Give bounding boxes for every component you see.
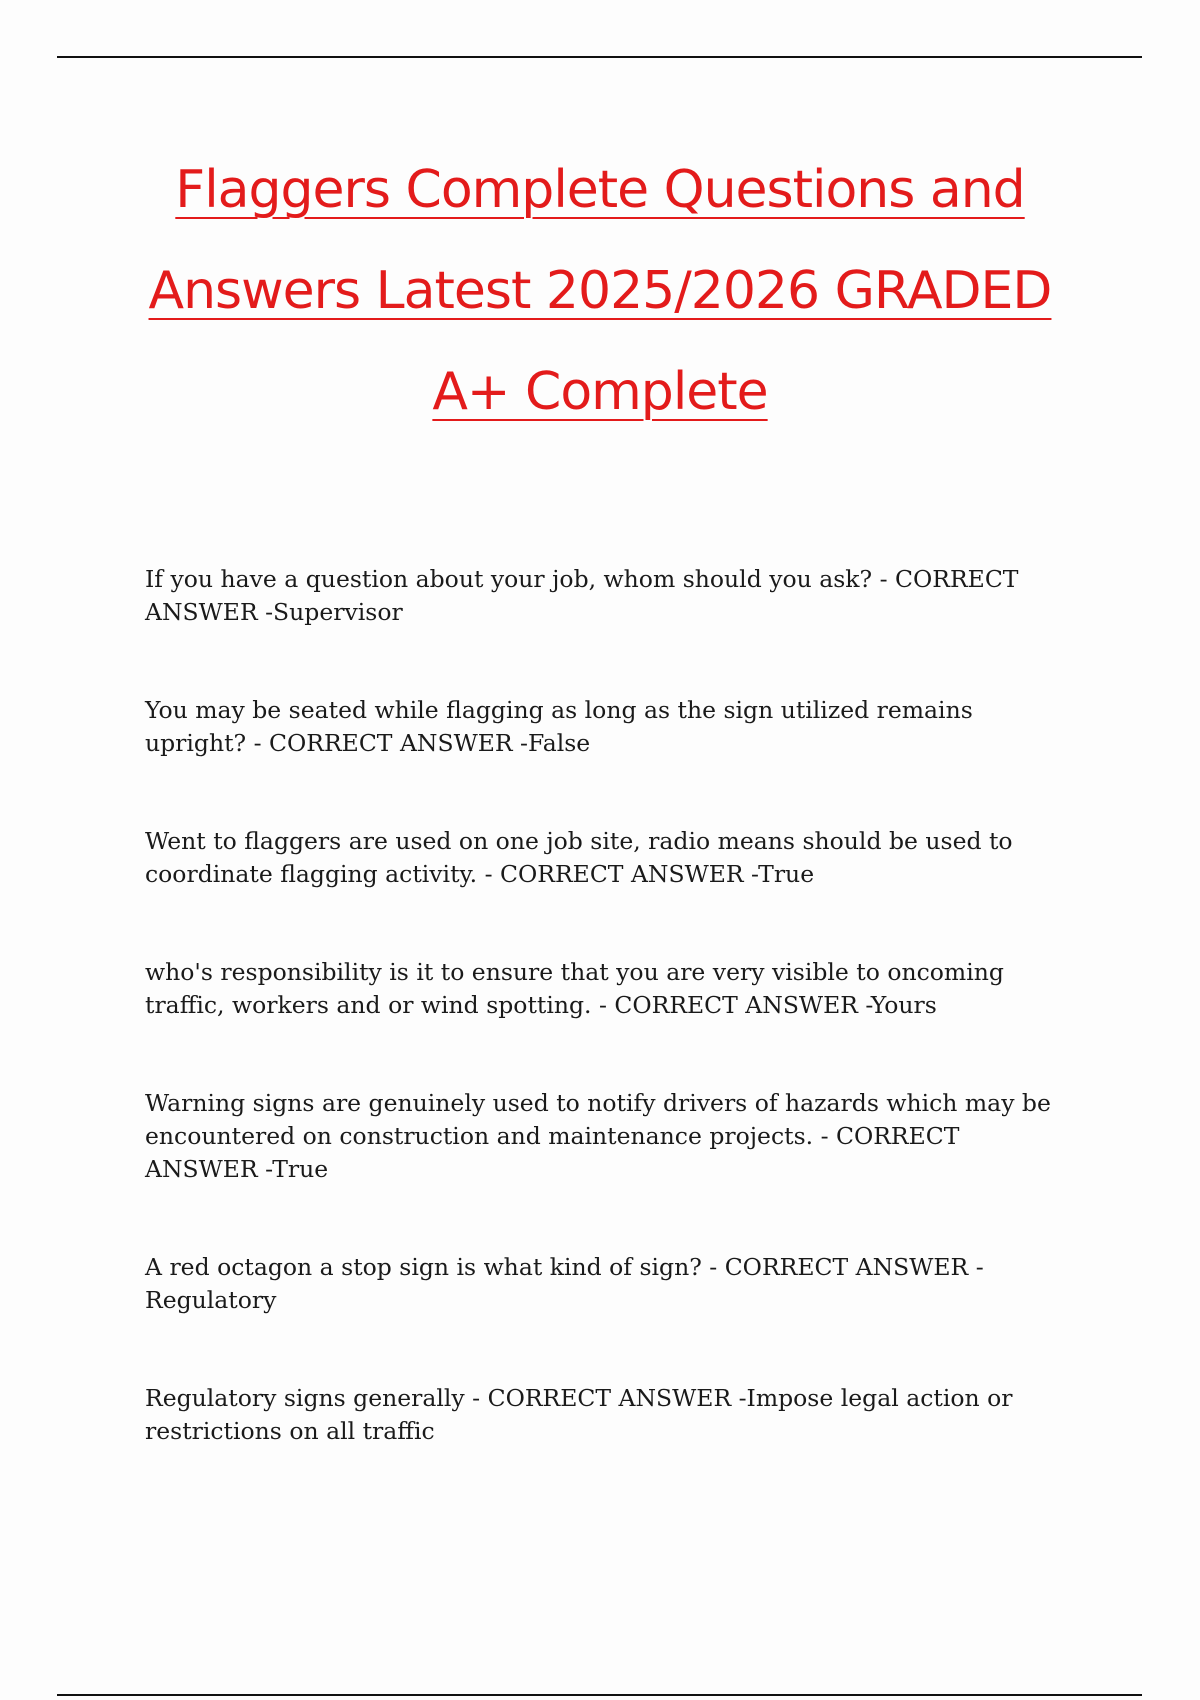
header-rule — [57, 56, 1142, 58]
title-line: A+ Complete — [432, 362, 768, 422]
qa-list — [145, 563, 1060, 1513]
document-title — [100, 140, 1100, 443]
qa-item: A red octagon a stop sign is what kind of sign? - CORRECT ANSWER - Regulatory — [145, 1253, 984, 1314]
qa-item: who's responsibility is it to ensure that you are very visible to oncoming traffic, workers and or wind spotting. - CORRECT ANSWER -Yours — [145, 958, 1004, 1019]
title-line: Answers Latest 2025/2026 GRADED — [148, 261, 1052, 321]
footer-rule — [57, 1694, 1142, 1696]
qa-item: Regulatory signs generally - CORRECT ANSWER -Impose legal action or restrictions on all traffic — [145, 1384, 1013, 1445]
qa-item: If you have a question about your job, whom should you ask? - CORRECT ANSWER -Supervisor — [145, 565, 1019, 626]
qa-item: You may be seated while flagging as long as the sign utilized remains upright? - CORRECT ANSWER -False — [145, 696, 973, 757]
qa-item: Warning signs are genuinely used to notify drivers of hazards which may be encountered on construction and maintenance projects. - CORRECT ANSWER -True — [145, 1089, 1051, 1183]
qa-item: Went to flaggers are used on one job site, radio means should be used to coordinate flagging activity. - CORRECT ANSWER -True — [145, 827, 1013, 888]
title-line: Flaggers Complete Questions and — [175, 160, 1025, 220]
